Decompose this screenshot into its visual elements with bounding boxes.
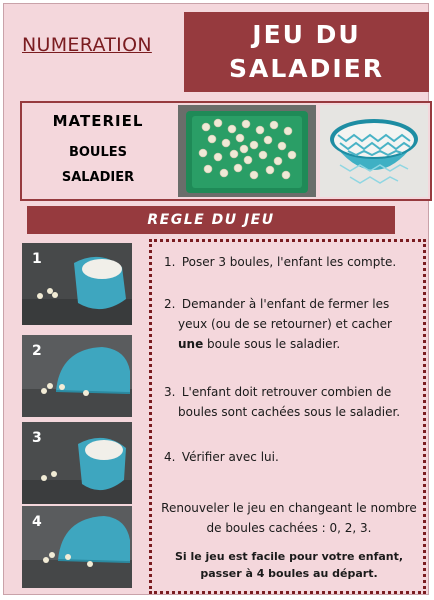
rule-2-bold-word: une — [178, 337, 204, 351]
rule-2-line-2: yeux (ou de se retourner) et cacher — [178, 317, 392, 331]
rule-4-number: 4. — [164, 450, 176, 464]
section-title: NUMERATION — [22, 34, 152, 56]
materiel-item-saladier: SALADIER — [61, 170, 135, 185]
rule-2 — [164, 294, 419, 354]
difficulty-tip-line-1: Si le jeu est facile pour votre enfant, — [174, 550, 404, 563]
step-photo-4 — [22, 506, 132, 588]
step-number-2: 2 — [32, 343, 42, 359]
balls-tray-photo — [178, 105, 316, 197]
game-title-banner — [184, 12, 429, 92]
rule-1-number: 1. — [164, 255, 176, 269]
rule-1-text: Poser 3 boules, l'enfant les compte. — [181, 255, 397, 269]
worksheet-page — [3, 3, 429, 595]
game-title-line-1: JEU DU — [252, 20, 361, 49]
renew-note-line-1: Renouveler le jeu en changeant le nombre — [161, 501, 417, 515]
step-photo-1 — [22, 243, 132, 325]
difficulty-tip — [158, 548, 420, 582]
difficulty-tip-line-2: passer à 4 boules au départ. — [200, 567, 378, 580]
materiel-heading: MATERIEL — [52, 112, 144, 130]
renew-note-line-2: de boules cachées : 0, 2, 3. — [206, 521, 372, 535]
rule-4 — [164, 447, 419, 467]
bowl-photo — [320, 105, 428, 197]
rule-3-line-1: L'enfant doit retrouver combien de — [181, 385, 392, 399]
materiel-list — [22, 103, 174, 199]
step-photo-3 — [22, 422, 132, 504]
regle-heading: REGLE DU JEU — [27, 206, 395, 234]
materiel-panel — [20, 101, 432, 201]
step-number-1: 1 — [32, 251, 42, 267]
rule-2-number: 2. — [164, 297, 176, 311]
rule-2-line-3-rest: boule sous le saladier. — [203, 337, 341, 351]
rule-2-line-1: Demander à l'enfant de fermer les — [181, 297, 390, 311]
rule-1 — [164, 252, 419, 272]
game-title-line-2: SALADIER — [228, 54, 384, 83]
step-number-4: 4 — [32, 514, 42, 530]
rule-2-line-3 — [164, 334, 419, 354]
step-photo-2 — [22, 335, 132, 417]
rule-3 — [164, 382, 419, 422]
rule-4-text: Vérifier avec lui. — [181, 450, 279, 464]
rule-3-line-2: boules sont cachées sous le saladier. — [178, 405, 401, 419]
step-number-3: 3 — [32, 430, 42, 446]
rules-box — [149, 239, 426, 594]
renew-note — [158, 498, 420, 538]
rule-3-number: 3. — [164, 385, 176, 399]
materiel-item-boules: BOULES — [68, 145, 128, 160]
